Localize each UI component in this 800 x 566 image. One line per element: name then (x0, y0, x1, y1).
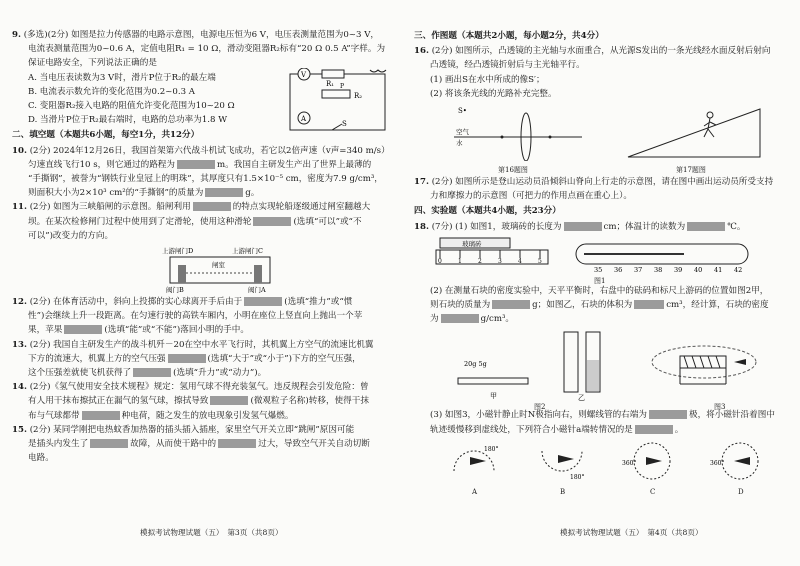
svg-text:R₁: R₁ (326, 80, 335, 88)
svg-text:180°: 180° (570, 473, 585, 481)
fig2-caption: 图2 (534, 403, 546, 412)
thermometer-tick-label: 40 (694, 265, 703, 274)
thermometer-tick-label: 35 (594, 265, 603, 274)
answer-blank (635, 425, 673, 434)
lens-diagram (454, 101, 584, 161)
ruler-tick-label: 3 (498, 257, 502, 265)
mountain-slope-diagram (624, 101, 764, 161)
fig1-caption: 图1 (594, 276, 606, 285)
answer-blank (177, 160, 215, 169)
svg-text:闸室: 闸室 (212, 261, 225, 270)
question-10: 10. (2分) 2024年12月26日，我国首架第六代战斗机试飞成功，若它以2倍声速（v声=340 m/s） 匀速直线飞行10 s，则它通过的路程为 m。我国自主研发生产出了世界上最薄的 “手撕钢”，被誉为“钢铁行业皇冠上的明珠”，其厚度只有1.5×10⁻⁵ cm，密度为7.9 g/cm³， 则面积大小为2×10³ cm²的“手撕钢”的质量为 g。 (12, 145, 390, 199)
answer-blank (253, 217, 291, 226)
svg-text:20g 5g: 20g 5g (464, 360, 487, 369)
compass-options-figure (434, 437, 774, 485)
svg-text:S: S (342, 120, 347, 128)
svg-text:阀门B: 阀门B (166, 286, 184, 295)
option-a-figure (454, 446, 498, 471)
ruler-tick-label: 0 (438, 257, 442, 265)
thermometer-tick-label: 38 (654, 265, 663, 274)
question-15: 15. (2分) 某同学刚把电热蚊香加热器的插头插入插座，家里空气开关立即“跳闸”原因可能 是插头内发生了 故障，从而使干路中的 过大，导致空气开关自动切断 电路。 (12, 424, 370, 464)
option-b-figure (542, 451, 584, 481)
q9-options (12, 71, 235, 128)
fig16-caption: 第16题图 (498, 166, 528, 175)
thermometer-tick-label: 36 (614, 265, 623, 274)
option-label-c: C (650, 487, 656, 496)
svg-text:360°: 360° (710, 459, 725, 467)
svg-text:上游闸门D: 上游闸门D (162, 247, 194, 256)
fig3-caption: 图3 (714, 403, 726, 412)
thermometer-ticks (594, 266, 742, 274)
ruler-tick-label: 2 (478, 257, 482, 265)
svg-text:A: A (301, 115, 307, 123)
thermometer-tick-label: 41 (714, 265, 723, 274)
answer-blank (90, 439, 128, 448)
answer-blank (441, 314, 479, 323)
answer-blank (218, 439, 256, 448)
option-label-a: A (472, 487, 478, 496)
thermometer-tick-label: 42 (734, 265, 743, 274)
fig2-fig3-area (414, 326, 790, 412)
fig17-caption: 第17题图 (676, 166, 706, 175)
page-footer-right: 模拟考试物理试题（五） 第4页（共8页） (560, 528, 703, 537)
question-16: 16. (2分) 如图所示，凸透镜的主光轴与水面重合，从光源S发出的一条光线经水面反射后射向 凸透镜，经凸透镜折射后与主光轴平行。 (1) 画出S在水中所成的像S′； (2) 将该条光线的光路补充完整。 (414, 46, 771, 99)
compass-options (414, 437, 790, 495)
answer-blank (64, 325, 102, 334)
figures-16-17 (414, 101, 790, 175)
svg-text:水: 水 (456, 139, 463, 148)
svg-text:空气: 空气 (456, 128, 469, 137)
answer-blank (244, 297, 282, 306)
ruler-tick-label: 4 (518, 257, 522, 265)
option-d: D. 当滑片P位于R₂最右端时，电路的总功率为1.8 W (28, 115, 228, 126)
question-9: 9. (多选)(2分) 如图是拉力传感器的电路示意图，电源电压恒为6 V，电压表测量范围为0~3 V， 电流表测量范围为0~0.6 A，定值电阻R₁ = 10 Ω，滑动变阻器R₂标有“20 Ω 0.5 A”字样。为 保证电路安全，下列说法正确的是 (12, 30, 386, 69)
question-18-part3: (3) 如图3，小磁针静止时N极指向右，则螺线管的右端为 极，将小磁针沿着图中 轨迹缓慢移到虚线处，下列符合小磁针a端转情况的是 。 (430, 410, 775, 435)
question-13: 13. (2分) 我国自主研发生产的战斗机歼－20在空中水平飞行时，其机翼上方空气的流速比机翼 下方的流速大，机翼上方的空气压强 (选填“大于”或“小于”)下方的空气压强， 这个压强差就使飞机获得了 (选填“升力”或“动力”)。 (12, 339, 374, 379)
answer-blank (133, 368, 171, 377)
ruler-tick-label: 5 (538, 257, 542, 265)
answer-blank (168, 354, 206, 363)
ship-lock-diagram (162, 245, 282, 295)
section-3-heading: 三、作图题（本题共2小题，每小题2分，共4分） (414, 31, 604, 41)
answer-blank (205, 188, 243, 197)
question-17: 17. (2分) 如图所示是登山运动员沿倾斜山脊向上行走的示意图，请在图中画出运动员所受支持 力和摩擦力的示意图（可把力的作用点画在重心上）。 (414, 177, 774, 202)
page-footer-left: 模拟考试物理试题（五） 第3页（共8页） (140, 528, 283, 537)
option-b: B. 电流表示数允许的变化范围为0.2~0.3 A (28, 86, 195, 97)
option-a: A. 当电压表读数为3 V时，滑片P位于R₂的最左端 (28, 72, 216, 83)
balance-cylinder-figure (454, 330, 604, 402)
svg-text:P: P (340, 83, 345, 90)
ruler-figure (434, 236, 554, 272)
question-11: 11. (2分) 如图为三峡船闸的示意图。船闸利用 的特点实现轮船逐级通过闸室翻越大 坝。在某次检修闸门过程中使用到了定滑轮，使用这种滑轮 (选填“可以”或“不 可以”)改变力的方向。 (12, 202, 371, 241)
svg-text:玻璃砖: 玻璃砖 (462, 239, 482, 248)
option-c-figure (622, 443, 670, 479)
svg-text:180°: 180° (484, 445, 499, 453)
svg-text:R₂: R₂ (354, 92, 363, 100)
answer-blank (649, 410, 687, 419)
solenoid-figure (644, 340, 774, 390)
answer-blank (564, 222, 602, 231)
svg-text:S•: S• (458, 107, 467, 116)
option-label-b: B (560, 487, 566, 496)
right-column (414, 28, 790, 495)
svg-text:上游闸门C: 上游闸门C (232, 247, 263, 256)
svg-text:甲: 甲 (490, 392, 497, 401)
section-2-heading: 二、填空题（本题共6小题，每空1分，共12分） (12, 130, 200, 141)
section-4-heading: 四、实验题（本题共4小题，共23分） (414, 206, 561, 217)
svg-text:360°: 360° (622, 459, 637, 467)
svg-text:V: V (301, 71, 307, 79)
thermometer-tick-label: 37 (634, 265, 643, 274)
question-18-part2: (2) 在测量石块的密度实验中，天平平衡时，右盘中的砝码和标尺上游码的位置如图2甲， 则石块的质量为 g；如图乙，石块的体积为 cm³，经计算，石块的密度 为 g/cm³。 (430, 285, 769, 325)
option-label-d: D (738, 487, 744, 496)
thermometer-figure (574, 240, 754, 274)
question-12: 12. (2分) 在体育活动中，斜向上投掷的实心球离开手后由于 (选填“推力”或“惯 性”)会继续上升一段距离。在匀速行驶的高铁车厢内，小明在座位上竖直向上抛出一个苹 果，苹果 (选填“能”或“不能”)落回小明的手中。 (12, 297, 363, 336)
left-column (12, 28, 396, 465)
thermometer-tick-label: 39 (674, 265, 683, 274)
question-14: 14. (2分)《氢气使用安全技术规程》规定：氢用气球不得充装氢气。违反规程会引发危险：曾 有人用干抹布擦拭正在漏气的氢气球，擦拭导致 (微观粒子名称)转移，使得干抹 布与气球都带 种电荷，随之发生的放电现象引发氢气爆燃。 (12, 382, 369, 421)
answer-blank (492, 300, 530, 309)
svg-text:阀门A: 阀门A (248, 286, 266, 295)
option-d-figure (710, 443, 758, 479)
answer-blank (687, 222, 725, 231)
answer-blank (210, 396, 248, 405)
svg-text:乙: 乙 (578, 394, 585, 403)
answer-blank (634, 300, 664, 309)
answer-blank (82, 411, 120, 420)
question-18: 18. (7分) (1) 如图1，玻璃砖的长度为 cm；体温计的读数为 ℃。 (414, 221, 746, 232)
option-c: C. 变阻器R₂接入电路的阻值允许变化范围为10~20 Ω (28, 101, 235, 112)
answer-blank (193, 202, 231, 211)
ruler-tick-label: 1 (458, 257, 462, 265)
circuit-diagram (282, 68, 392, 136)
ruler-ticks (438, 250, 542, 265)
fig1-area (414, 234, 790, 284)
